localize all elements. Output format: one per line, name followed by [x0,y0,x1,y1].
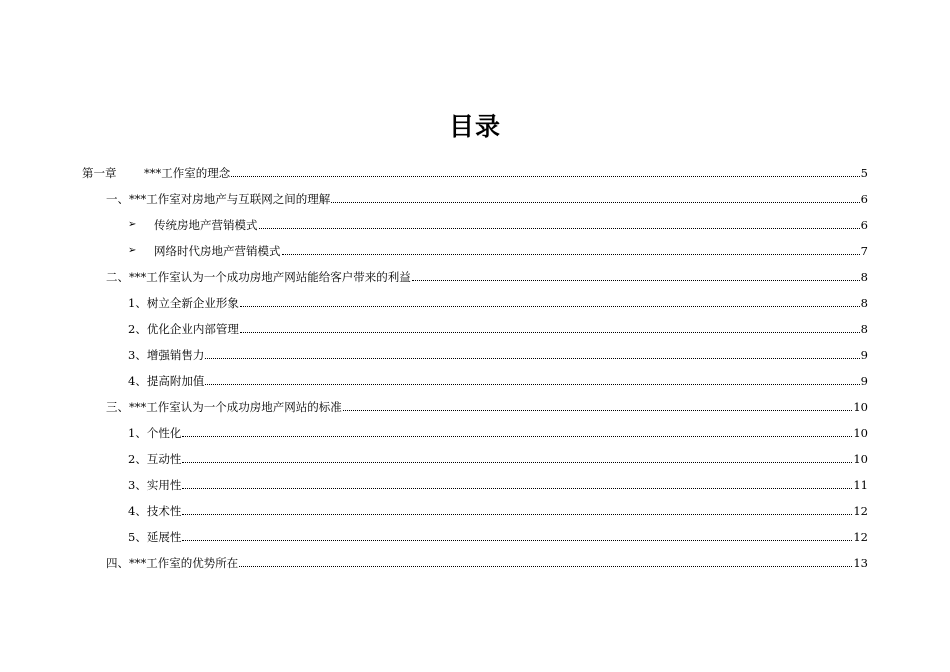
page-number: 9 [860,348,868,362]
toc-entry-section-2[interactable] [106,259,868,285]
toc-entry-text: 4、提高附加值 [128,374,205,388]
dot-leader [205,383,859,385]
arrow-bullet-icon: ➢ [128,245,137,256]
toc-entry-subitem[interactable] [128,363,868,389]
page-number: 13 [853,556,868,570]
toc-entry-section-1[interactable] [106,181,868,207]
toc-entry-chapter-1[interactable] [82,155,868,181]
dot-leader [182,461,852,463]
toc-entry-text: 三、***工作室认为一个成功房地产网站的标准 [106,400,342,414]
toc-entry-subitem[interactable] [128,519,868,545]
dot-leader [182,539,852,541]
toc-entry-text: 2、优化企业内部管理 [128,322,239,336]
toc-entry-subitem[interactable] [128,493,868,519]
page-number: 10 [853,400,868,414]
page-number: 6 [860,218,868,232]
toc-entry-text: 一、***工作室对房地产与互联网之间的理解 [106,192,331,206]
dot-leader [240,331,860,333]
toc-entry-section-4[interactable] [106,545,868,571]
toc-entry-text: 1、树立全新企业形象 [128,296,239,310]
dot-leader [259,227,860,229]
toc-entry-text: 1、个性化 [128,426,182,440]
page-number: 12 [853,530,868,544]
toc-entry-text: 4、技术性 [128,504,182,518]
toc-entry-text: 2、互动性 [128,452,182,466]
toc-title: 目录 [448,112,501,141]
toc-entry-subitem[interactable] [128,337,868,363]
dot-leader [282,253,860,255]
page-number: 10 [853,452,868,466]
toc-entry-text: 网络时代房地产营销模式 [154,244,281,258]
toc-entry-subitem[interactable] [128,415,868,441]
toc-entry-text: 3、实用性 [128,478,182,492]
toc-entry-text: 二、***工作室认为一个成功房地产网站能给客户带来的利益 [106,270,411,284]
dot-leader [182,513,852,515]
page-number: 5 [860,166,868,180]
dot-leader [182,487,852,489]
page-number: 6 [860,192,868,206]
toc-entry-subitem[interactable] [128,467,868,493]
toc-entry-subitem[interactable] [128,441,868,467]
toc-entry-text: ***工作室的理念 [144,166,231,180]
dot-leader [331,201,859,203]
toc-entry-subitem[interactable] [128,311,868,337]
toc-entry-subitem[interactable] [128,233,868,259]
toc-entry-section-3[interactable] [106,389,868,415]
page-number: 7 [860,244,868,258]
toc-entry-text: 传统房地产营销模式 [154,218,258,232]
arrow-bullet-icon: ➢ [128,219,137,230]
toc-entry-subitem[interactable] [128,207,868,233]
toc-entry-text: 3、增强销售力 [128,348,205,362]
page-number: 12 [853,504,868,518]
page-number: 11 [853,478,868,492]
toc-entry-text: 四、***工作室的优势所在 [106,556,239,570]
toc-entry-text: 5、延展性 [128,530,182,544]
page-number: 10 [853,426,868,440]
dot-leader [231,175,859,177]
dot-leader [239,565,852,567]
toc-entry-subitem[interactable] [128,285,868,311]
dot-leader [343,409,853,411]
page-number: 8 [860,322,868,336]
page-number: 8 [860,296,868,310]
dot-leader [205,357,859,359]
dot-leader [182,435,852,437]
dot-leader [240,305,860,307]
chapter-number: 第一章 [82,166,117,180]
page-number: 8 [860,270,868,284]
page-number: 9 [860,374,868,388]
dot-leader [412,279,860,281]
